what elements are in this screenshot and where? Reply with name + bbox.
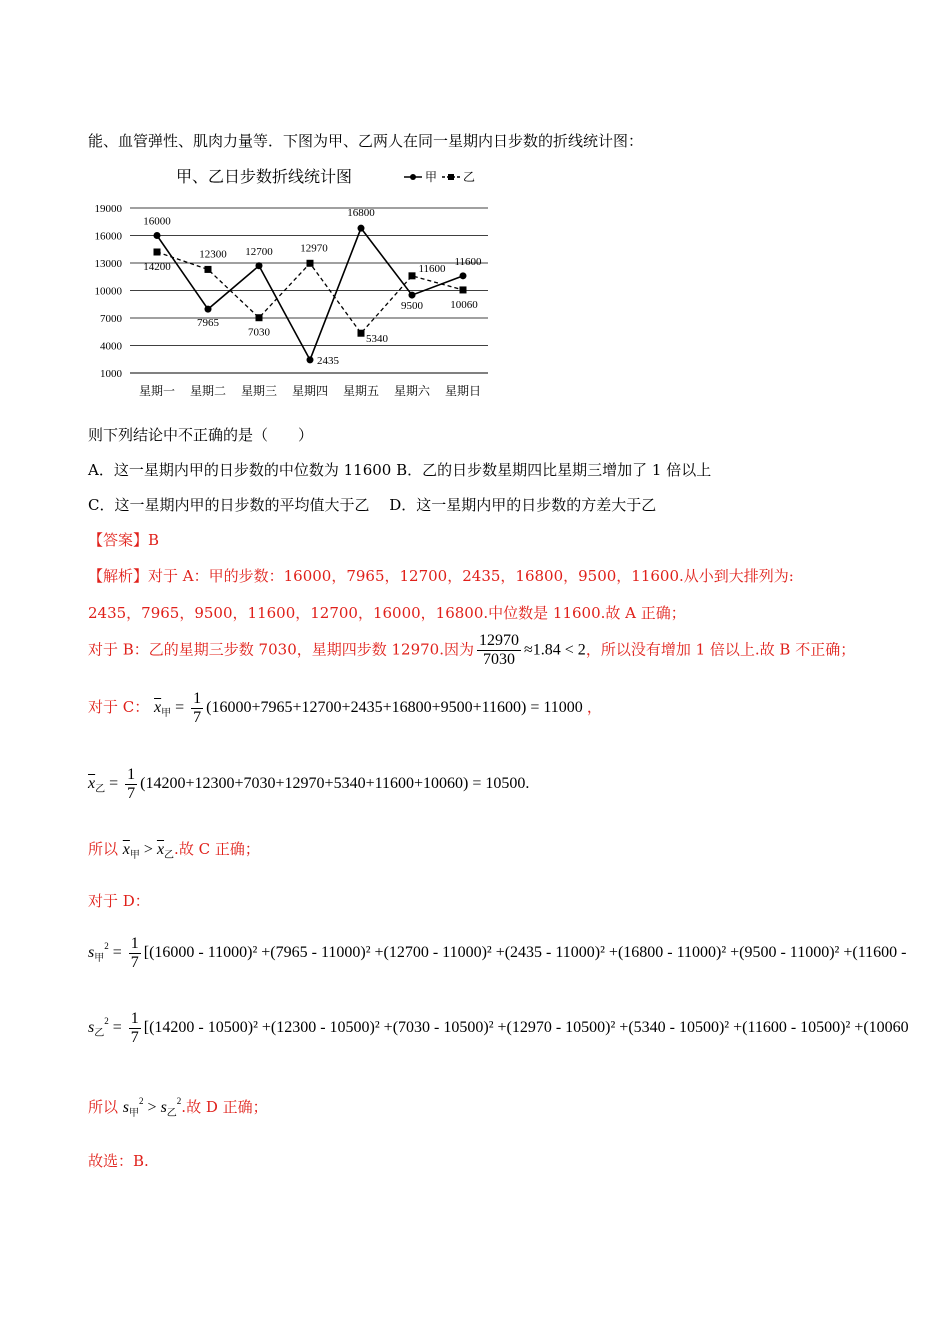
analysis-d-pre: 对于 D：	[88, 892, 150, 910]
fraction-den-yi: 7	[127, 785, 136, 802]
analysis-c-pre: 对于 C：	[88, 698, 150, 717]
fraction-num-yi: 1	[127, 766, 136, 783]
data-label-yi: 7030	[248, 326, 270, 339]
data-label-jia: 2435	[317, 354, 339, 367]
var-yi-sub: 乙	[94, 1028, 105, 1040]
d-compare-sq1: 2	[139, 1096, 144, 1106]
d-compare-gt: >	[147, 1099, 157, 1116]
y-tick-label: 16000	[94, 230, 122, 243]
series-yi-point	[409, 272, 416, 279]
series-jia-point	[256, 262, 263, 269]
x-tick-label: 星期四	[291, 384, 329, 398]
series-jia-point	[409, 292, 416, 299]
analysis-b	[88, 632, 855, 669]
data-label-jia: 16800	[347, 207, 375, 220]
fraction-one-seventh	[191, 690, 203, 727]
y-tick-label: 4000	[100, 340, 122, 353]
data-label-yi: 12300	[199, 248, 227, 261]
b-approx: ≈1.84 < 2	[524, 641, 586, 659]
d-concl-post: .故 D 正确；	[181, 1098, 268, 1116]
answer: 【答案】B	[88, 531, 160, 549]
mean-yi-end: .	[525, 775, 530, 793]
mean-yi-formula: $\overline{x}_乙$ = $\frac{1}{7}$ (14200+12300+7030+12970+5340+11600+10060) = 10500.	[88, 766, 530, 802]
series-jia-point	[307, 356, 314, 363]
var-jia-den: 7	[130, 954, 139, 971]
series-yi-point	[460, 286, 467, 293]
chart-title: 甲、乙日步数折线统计图	[175, 167, 353, 186]
mean-yi-sub: 乙	[95, 784, 106, 796]
data-label-jia: 7965	[197, 317, 219, 330]
analysis-a1-text: 对于 A：甲的步数：16000，7965，12700，2435，16800，9500，11600.从小到大排列为:	[148, 567, 794, 585]
d-compare-sub1: 甲	[129, 1108, 140, 1119]
fraction-one-seventh-yi	[125, 766, 137, 803]
data-label-yi: 14200	[143, 261, 171, 273]
x-tick-label: 星期五	[342, 384, 380, 398]
data-label-jia: 12700	[245, 245, 273, 258]
c-compare-sub1: 甲	[129, 850, 140, 861]
variance-jia-formula: $s_甲^2$ = $\frac{1}{7}$ [(16000 - 11000)² +(7965 - 11000)² +(12700 - 11000)² +(2435 - 11000)² +(16800 - 11000)² +(9500 - 11000)² +(11600 -	[88, 935, 907, 971]
series-yi-point	[358, 330, 365, 337]
series-yi-point	[256, 314, 263, 321]
fraction-b	[477, 632, 521, 669]
mean-jia-expr: (16000+7965+12700+2435+16800+9500+11600) = 11000	[206, 699, 583, 717]
y-tick-label: 10000	[94, 285, 122, 298]
analysis-b-pre: 对于 B：乙的星期三步数 7030，星期四步数 12970.因为	[88, 640, 474, 659]
variance-yi-formula: $s_乙^2$ = $\frac{1}{7}$ [(14200 - 10500)² +(12300 - 10500)² +(7030 - 10500)² +(12970 - 10500)² +(5340 - 10500)² +(11600 - 10500)² +(10060	[88, 1010, 909, 1046]
var-yi-num: 1	[130, 1010, 139, 1027]
d-compare-sub2: 乙	[166, 1108, 177, 1119]
series-jia-point	[205, 306, 212, 313]
analysis-d-conclusion	[88, 1096, 268, 1119]
mean-jia-sub: 甲	[161, 708, 172, 720]
series-jia-point	[154, 232, 161, 239]
x-tick-label: 星期一	[138, 384, 176, 398]
var-yi-expr: [(14200 - 10500)² +(12300 - 10500)² +(7030 - 10500)² +(12970 - 10500)² +(5340 - 10500)² +(11600 - 10500)² +(10060	[143, 1019, 909, 1037]
final-answer: 故选：B.	[88, 1152, 149, 1170]
d-compare-s1: s	[122, 1099, 130, 1116]
c-compare-gt: >	[143, 841, 153, 858]
data-label-jia: 16000	[143, 215, 171, 228]
analysis-label: 【解析】	[88, 567, 149, 585]
var-jia-num: 1	[130, 935, 139, 952]
data-label-jia: 9500	[401, 300, 423, 313]
intro-text: 能、血管弹性、肌肉力量等．下图为甲、乙两人在同一星期内日步数的折线统计图：	[88, 132, 644, 150]
series-yi-point	[307, 260, 314, 267]
x-tick-label: 星期二	[189, 384, 227, 398]
y-tick-label: 1000	[100, 368, 122, 380]
y-tick-label: 7000	[100, 313, 122, 325]
c-concl-pre: 所以	[88, 840, 119, 858]
data-label-yi: 12970	[300, 242, 328, 255]
var-yi-frac	[129, 1010, 141, 1047]
analysis-a2: 2435，7965，9500，11600，12700，16000，16800.中位数是 11600.故 A 正确；	[88, 604, 686, 622]
analysis-b-post: ，所以没有增加 1 倍以上.故 B 不正确；	[585, 640, 856, 659]
line-chart-svg	[86, 160, 496, 402]
x-tick-label: 星期六	[393, 384, 431, 398]
legend-jia: 甲	[425, 170, 438, 184]
y-tick-label: 19000	[94, 203, 122, 215]
d-concl-pre: 所以	[88, 1098, 119, 1116]
c-concl-post: .故 C 正确；	[174, 840, 260, 858]
question-text: 则下列结论中不正确的是（ ）	[88, 426, 314, 444]
fraction-num: 1	[193, 690, 202, 707]
var-jia-s: s	[88, 944, 95, 962]
data-label-jia: 11600	[454, 255, 482, 268]
series-yi-point	[154, 249, 161, 256]
var-jia-sq: 2	[104, 941, 109, 952]
series-jia-point	[358, 225, 365, 232]
fraction-b-num: 12970	[479, 632, 519, 649]
mean-jia-symbol: $\overline{x}$	[154, 699, 162, 717]
mean-jia-formula: $\overline{x}_甲$ = $\frac{1}{7}$ (16000+7965+12700+2435+16800+9500+11600) = 11000	[154, 690, 583, 726]
mean-jia-end: ，	[586, 698, 602, 717]
d-compare-s2: s	[160, 1099, 167, 1116]
analysis-c-conclusion	[88, 838, 260, 861]
d-compare	[122, 1096, 182, 1119]
var-yi-sq: 2	[104, 1016, 109, 1027]
data-label-yi: 11600	[418, 262, 446, 275]
series-jia-point	[460, 272, 467, 279]
data-label-yi: 5340	[366, 333, 388, 346]
options-cd: C．这一星期内甲的日步数的平均值大于乙 D．这一星期内甲的日步数的方差大于乙	[88, 496, 657, 514]
series-yi-point	[205, 266, 212, 273]
var-yi-den: 7	[130, 1029, 139, 1046]
var-yi-s: s	[88, 1019, 95, 1037]
analysis-c1	[88, 690, 602, 727]
mean-yi-expr: (14200+12300+7030+12970+5340+11600+10060) = 10500	[140, 775, 526, 793]
analysis-a1	[88, 565, 794, 586]
d-compare-sq2: 2	[176, 1096, 182, 1106]
var-jia-frac	[129, 935, 141, 972]
fraction-b-den: 7030	[483, 651, 515, 668]
chart-legend	[404, 170, 475, 184]
var-jia-expr: [(16000 - 11000)² +(7965 - 11000)² +(12700 - 11000)² +(2435 - 11000)² +(16800 - 11000)² +(9500 - 11000)² +(11600 -	[143, 944, 907, 962]
data-label-yi: 10060	[450, 298, 478, 311]
mean-yi-symbol: $\overline{x}$	[88, 775, 96, 793]
c-compare-x1: $\overline{x}$	[122, 841, 130, 858]
legend-yi: 乙	[463, 170, 476, 184]
x-tick-label: 星期日	[444, 384, 482, 398]
options-ab: A．这一星期内甲的日步数的中位数为 11600 B．乙的日步数星期四比星期三增加了 1 倍以上	[88, 461, 712, 479]
c-compare-x2: $\overline{x}$	[156, 841, 165, 858]
c-compare-sub2: 乙	[164, 850, 175, 861]
var-jia-sub: 甲	[94, 953, 105, 965]
line-chart	[86, 160, 496, 406]
c-compare	[122, 841, 175, 861]
y-tick-label: 13000	[94, 258, 122, 270]
fraction-den: 7	[193, 709, 202, 726]
x-tick-label: 星期三	[240, 384, 278, 398]
